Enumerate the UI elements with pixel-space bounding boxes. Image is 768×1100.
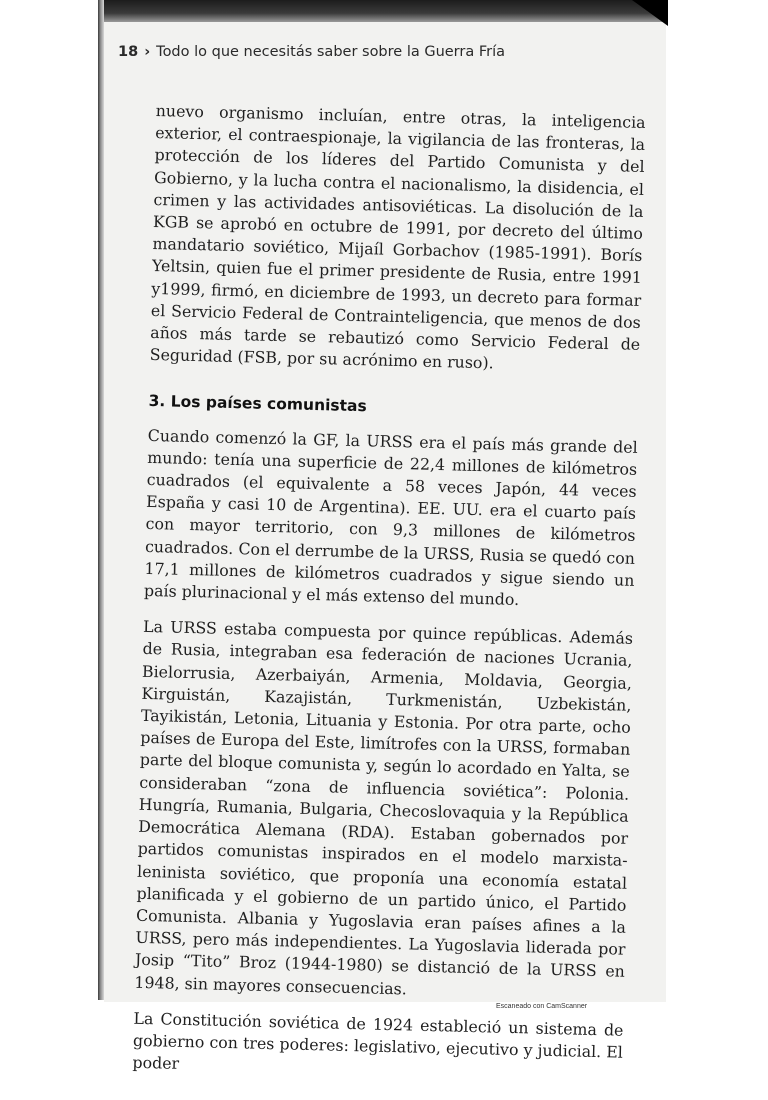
page-number: 18 (118, 44, 139, 60)
running-header (118, 44, 505, 60)
book-binding-edge (98, 0, 104, 1000)
paragraph-urss-size: Cuando comenzó la GF, la URSS era el país más grande del mundo: tenía una superficie de 22,4 millones de kilómetros cuadrados (el equivalente a 58 veces Japón, 44 veces España y casi 10 de Argentina). EE. UU. era el cuarto país con mayor territorio, con 9,3 millones de kilómetros cuadrados. Con el derrumbe de la URSS, Rusia se quedó con 17,1 millones de kilómetros cuadrados y sigue siendo un país plurinacional y el más extenso del mundo. (143, 425, 638, 610)
page-body (132, 100, 646, 1100)
book-title: Todo lo que necesitás saber sobre la Guerra Fría (156, 44, 506, 60)
paragraph-continued: nuevo organismo incluían, entre otras, la inteligencia exterior, el contraespionaje, la vigilancia de las fronteras, la protección de los líderes del Partido Comunista y del Gobierno, y la lucha contra el nacionalismo, la disidencia, el crimen y las actividades antisoviéticas. La disolución de la KGB se aprobó en octubre de 1991, por decreto del último mandatario soviético, Mijaíl Gorbachov (1985-1991). Borís Yeltsin, quien fue el primer presidente de Rusia, entre 1991 y1999, firmó, en diciembre de 1993, un decreto para formar el Servicio Federal de Contrainteligencia, que menos de dos años más tarde se rebautizó como Servicio Federal de Seguridad (FSB, por su acrónimo en ruso). (149, 100, 646, 373)
scan-background-left (0, 0, 100, 1024)
scanner-watermark: Escaneado con CamScanner (496, 1003, 588, 1010)
scan-top-edge (100, 0, 668, 22)
paragraph-constitution: La Constitución soviética de 1924 estableció un sistema de gobierno con tres poderes: legislativo, ejecutivo y judicial. El poder (132, 1008, 624, 1073)
scan-background-right (668, 0, 768, 1024)
paragraph-urss-republics: La URSS estaba compuesta por quince repúblicas. Además de Rusia, integraban esa federación de naciones Ucrania, Bielorrusia, Azerbaiyán, Armenia, Moldavia, Georgia, Kirguistán, Kazajistán, Turkmenistán, Uzbekistán, Tayikistán, Letonia, Lituania y Estonia. Por otra parte, ocho países de Europa del Este, limítrofes con la URSS, formaban parte del bloque comunista y, según lo acordado en Yalta, se consideraban “zona de influencia soviética”: Polonia. Hungría, Rumania, Bulgaria, Checoslovaquia y la República Democrática Alemana (RDA). Estaban gobernados por partidos comunistas inspirados en el modelo marxista-leninista soviético, que proponía una economía estatal planificada y el gobierno de un partido único, el Partido Comunista. Albania y Yugoslavia eran países afines a la URSS, pero más independientes. La Yugoslavia liderada por Josip “Tito” Broz (1944-1980) se distanció de la URSS en 1948, sin mayores consecuencias. (134, 617, 634, 998)
header-arrow-icon: › (144, 44, 151, 60)
section-heading: 3. Los países comunistas (148, 392, 367, 416)
